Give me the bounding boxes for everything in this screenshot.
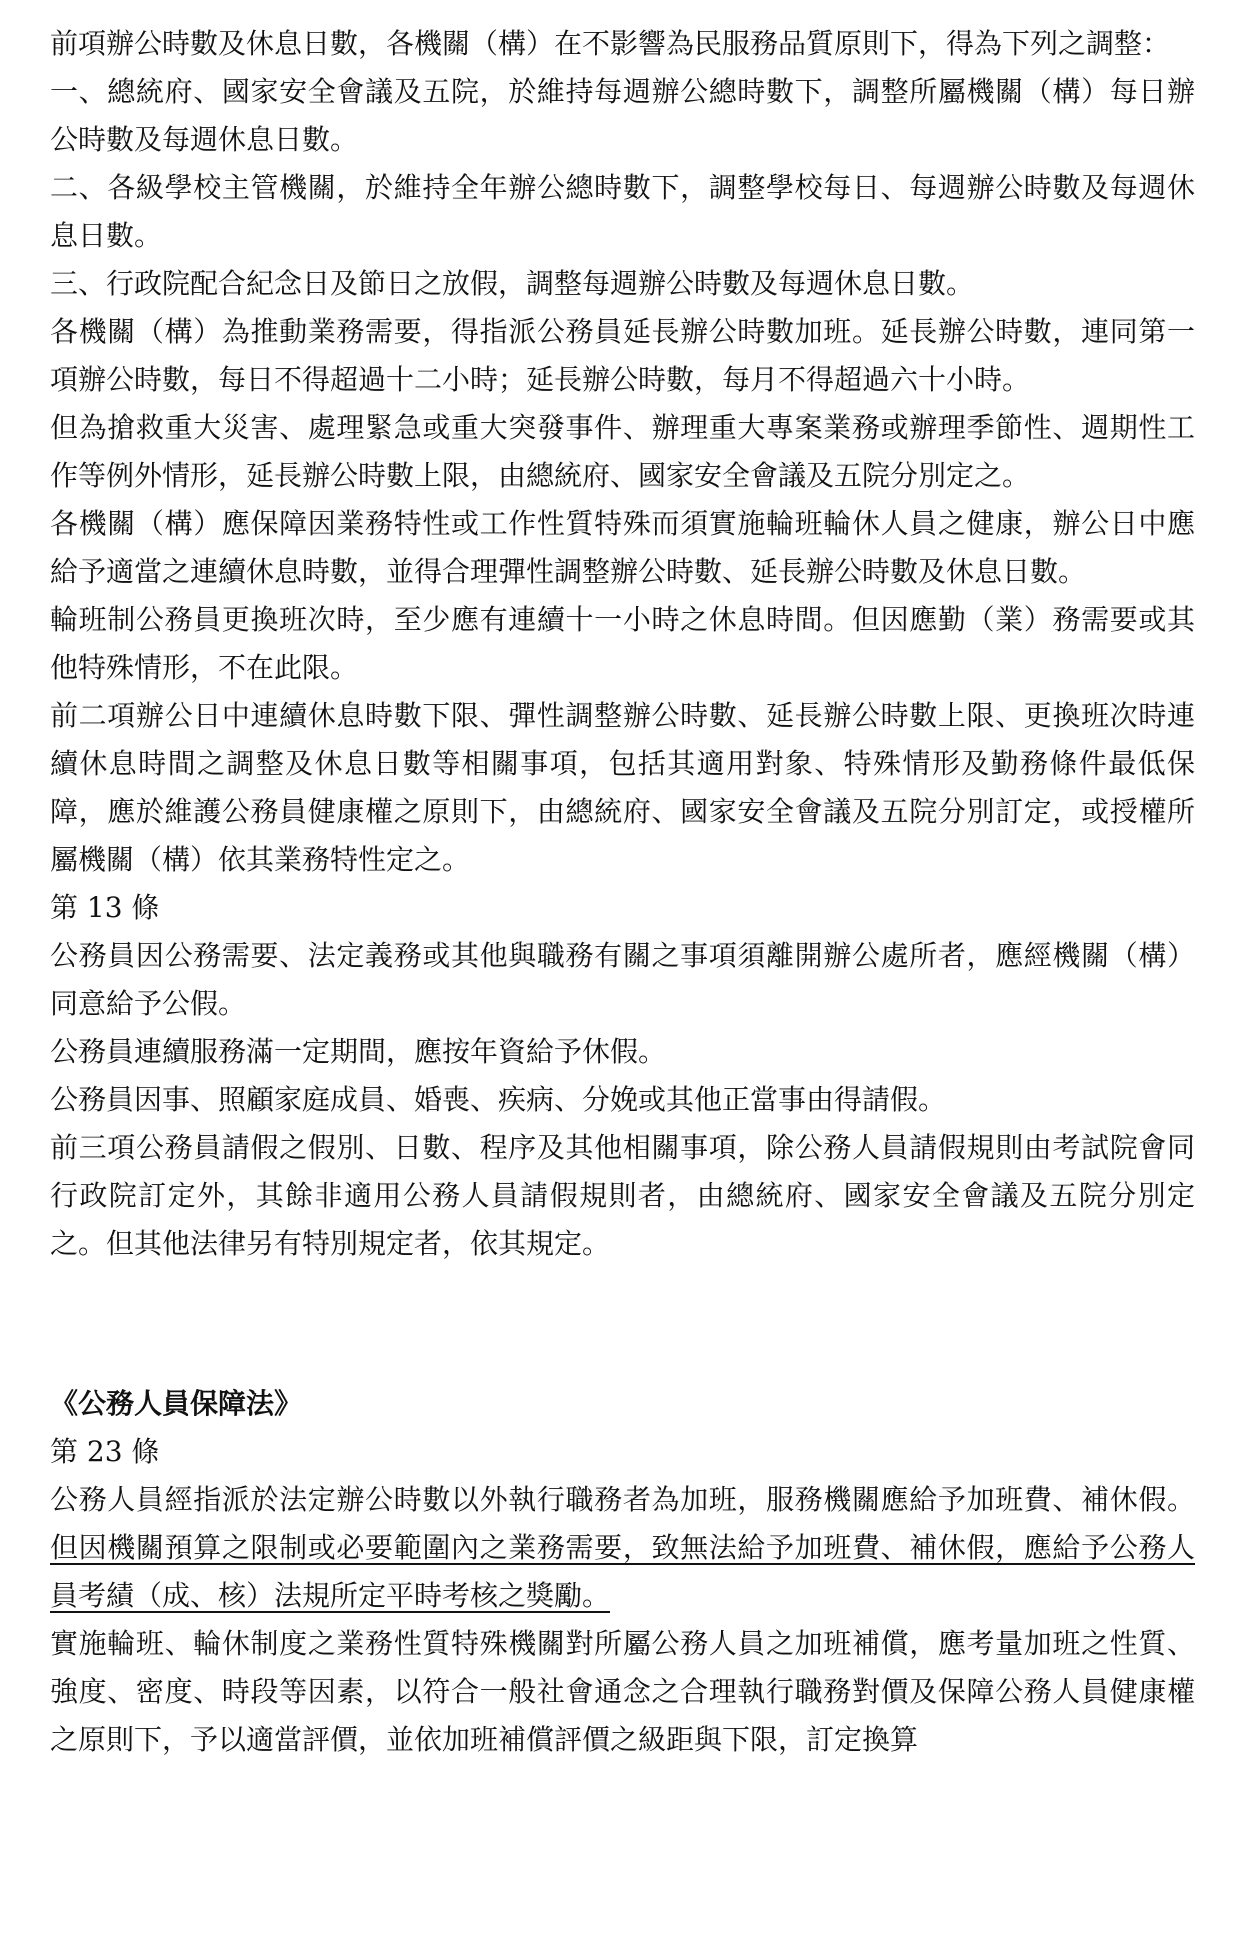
paragraph: 實施輪班、輪休制度之業務性質特殊機關對所屬公務人員之加班補償，應考量加班之性質、強度、密度、時段等因素，以符合一般社會通念之合理執行職務對價及保障公務人員健康權之原則下，予以適當評價，並依加班補償評價之級距與下限，訂定換算 bbox=[50, 1627, 1195, 1756]
paragraph: 但為搶救重大災害、處理緊急或重大突發事件、辦理重大專案業務或辦理季節性、週期性工作等例外情形，延長辦公時數上限，由總統府、國家安全會議及五院分別定之。 bbox=[50, 411, 1195, 492]
document-page bbox=[50, 20, 1195, 1764]
section-spacer bbox=[50, 1268, 1195, 1380]
paragraph-text: 公務人員經指派於法定辦公時數以外執行職務者為加班，服務機關應給予加班費、補休假。 bbox=[50, 1483, 1195, 1516]
paragraph: 前項辦公時數及休息日數，各機關（構）在不影響為民服務品質原則下，得為下列之調整： bbox=[50, 27, 1171, 60]
paragraph: 前二項辦公日中連續休息時數下限、彈性調整辦公時數、延長辦公時數上限、更換班次時連續休息時間之調整及休息日數等相關事項，包括其適用對象、特殊情形及勤務條件最低保障，應於維護公務員健康權之原則下，由總統府、國家安全會議及五院分別訂定，或授權所屬機關（構）依其業務特性定之。 bbox=[50, 699, 1195, 876]
paragraph: 一、總統府、國家安全會議及五院，於維持每週辦公總時數下，調整所屬機關（構）每日辦公時數及每週休息日數。 bbox=[50, 75, 1195, 156]
paragraph: 公務員因公務需要、法定義務或其他與職務有關之事項須離開辦公處所者，應經機關（構）同意給予公假。 bbox=[50, 939, 1195, 1020]
paragraph: 各機關（構）為推動業務需要，得指派公務員延長辦公時數加班。延長辦公時數，連同第一項辦公時數，每日不得超過十二小時；延長辦公時數，每月不得超過六十小時。 bbox=[50, 315, 1195, 396]
paragraph: 公務員連續服務滿一定期間，應按年資給予休假。 bbox=[50, 1035, 667, 1068]
paragraph bbox=[50, 1476, 1195, 1620]
law-title: 《公務人員保障法》 bbox=[50, 1387, 303, 1420]
paragraph: 公務員因事、照顧家庭成員、婚喪、疾病、分娩或其他正當事由得請假。 bbox=[50, 1083, 947, 1116]
paragraph: 前三項公務員請假之假別、日數、程序及其他相關事項，除公務人員請假規則由考試院會同行政院訂定外，其餘非適用公務人員請假規則者，由總統府、國家安全會議及五院分別定之。但其他法律另有特別規定者，依其規定。 bbox=[50, 1131, 1195, 1260]
article-13-heading: 第 13 條 bbox=[50, 891, 160, 924]
paragraph: 二、各級學校主管機關，於維持全年辦公總時數下，調整學校每日、每週辦公時數及每週休息日數。 bbox=[50, 171, 1195, 252]
paragraph: 各機關（構）應保障因業務特性或工作性質特殊而須實施輪班輪休人員之健康，辦公日中應給予適當之連續休息時數，並得合理彈性調整辦公時數、延長辦公時數及休息日數。 bbox=[50, 507, 1195, 588]
article-23-heading: 第 23 條 bbox=[50, 1435, 160, 1468]
underlined-text: 但因機關預算之限制或必要範圍內之業務需要，致無法給予加班費、補休假，應給予公務人員考績（成、核）法規所定平時考核之獎勵。 bbox=[50, 1531, 1195, 1612]
paragraph: 三、行政院配合紀念日及節日之放假，調整每週辦公時數及每週休息日數。 bbox=[50, 267, 975, 300]
paragraph: 輪班制公務員更換班次時，至少應有連續十一小時之休息時間。但因應勤（業）務需要或其他特殊情形，不在此限。 bbox=[50, 603, 1195, 684]
